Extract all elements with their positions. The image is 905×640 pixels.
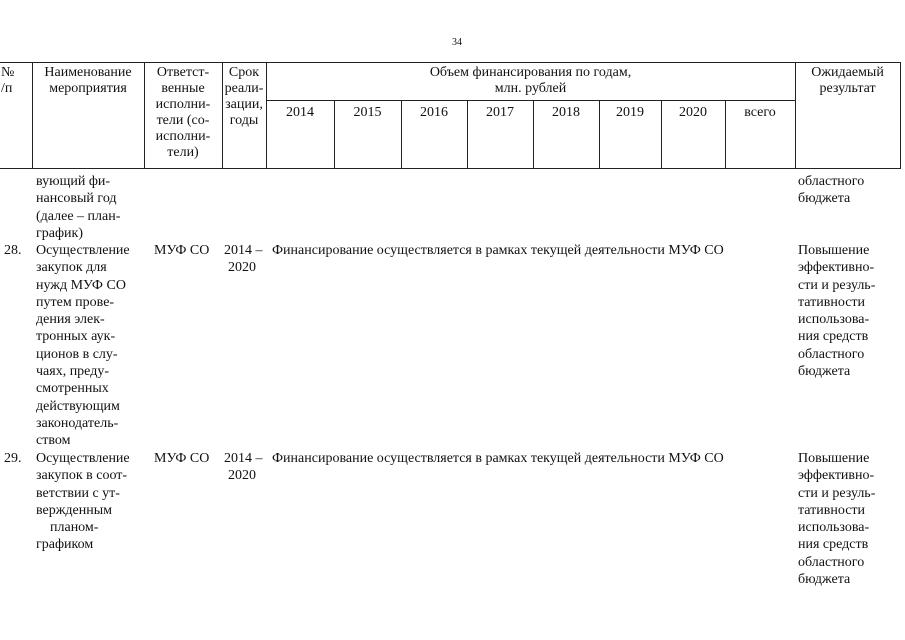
header-number-line: /п xyxy=(1,81,13,96)
result-line: областного xyxy=(798,174,865,189)
result-line: ния средств xyxy=(798,329,869,345)
result-line: бюджета xyxy=(798,191,851,207)
result-line: бюджета xyxy=(798,364,851,380)
result-line: Повышение xyxy=(798,451,870,466)
row-name xyxy=(36,173,142,242)
table-row-29 xyxy=(0,450,900,600)
name-line: действующим xyxy=(36,398,120,414)
table-row-continuation xyxy=(0,173,900,242)
name-line: Осуществление xyxy=(36,451,130,466)
name-line: дения элек- xyxy=(36,312,105,328)
header-funding xyxy=(266,63,795,101)
result-line: бюджета xyxy=(798,572,851,588)
result-line: областного xyxy=(798,554,865,570)
row-result xyxy=(798,242,894,380)
name-line: вержденным xyxy=(36,502,113,518)
result-line: Повышение xyxy=(798,243,870,258)
header-year-2014: 2014 xyxy=(266,101,334,169)
name-line: ционов в слу- xyxy=(36,346,118,362)
header-year-2020: 2020 xyxy=(661,101,725,169)
name-line-text: вующий фи- xyxy=(36,174,111,189)
name-line: ством xyxy=(36,433,71,449)
row-term xyxy=(224,450,268,485)
header-name-line: Наименование xyxy=(44,65,132,80)
header-term-line: реали- xyxy=(224,81,264,96)
page-number: 34 xyxy=(452,37,462,48)
header-responsible-line: Ответст- xyxy=(156,65,210,80)
name-line: планом- xyxy=(50,520,99,536)
header-result-line: результат xyxy=(819,81,876,96)
row-name xyxy=(36,242,142,450)
header-name-line: мероприятия xyxy=(49,81,127,96)
header-term-line: годы xyxy=(229,113,259,128)
result-line: тативности xyxy=(798,294,866,310)
header-number-line: № xyxy=(1,65,15,80)
row-financing: Финансирование осуществляется в рамках текущей деятельности МУФ СО xyxy=(272,451,724,466)
name-line: чаях, преду- xyxy=(36,364,110,380)
name-line: закупок в соот- xyxy=(36,468,128,484)
term-line: 2014 – xyxy=(224,243,263,258)
header-responsible xyxy=(144,63,222,169)
header-responsible-line: тели (со- xyxy=(156,113,210,128)
header-term xyxy=(222,63,266,169)
row-result xyxy=(798,173,894,208)
row-responsible: МУФ СО xyxy=(154,451,210,466)
table-body xyxy=(0,173,900,600)
term-line: 2014 – xyxy=(224,451,263,466)
header-responsible-line: венные xyxy=(161,81,205,96)
term-line: 2020 xyxy=(228,260,256,276)
header-term-line: зации, xyxy=(225,97,263,112)
name-line: тронных аук- xyxy=(36,329,116,345)
row-financing: Финансирование осуществляется в рамках текущей деятельности МУФ СО xyxy=(272,243,724,258)
header-term-line: Срок xyxy=(228,65,260,80)
table-row-28 xyxy=(0,242,900,450)
name-line: (далее – план- xyxy=(36,208,121,224)
name-line: закупок для xyxy=(36,260,107,276)
name-line: нужд МУФ СО xyxy=(36,277,126,293)
name-line: смотренных xyxy=(36,381,109,397)
row-number: 28. xyxy=(4,243,22,258)
header-year-total: всего xyxy=(725,101,795,169)
result-line: использова- xyxy=(798,312,870,328)
result-line: ния средств xyxy=(798,537,869,553)
term-line: 2020 xyxy=(228,468,256,484)
name-line: нансовый год xyxy=(36,191,117,207)
row-responsible: МУФ СО xyxy=(154,243,210,258)
row-term xyxy=(224,242,268,277)
result-line: эффективно- xyxy=(798,468,875,484)
header-year-2018: 2018 xyxy=(533,101,599,169)
header-responsible-line: тели) xyxy=(167,145,199,160)
result-line: областного xyxy=(798,346,865,362)
header-year-2017: 2017 xyxy=(467,101,533,169)
header-year-2019: 2019 xyxy=(599,101,661,169)
header-year-2016: 2016 xyxy=(401,101,467,169)
result-line: сти и резуль- xyxy=(798,485,876,501)
name-line: путем прове- xyxy=(36,294,115,310)
header-name xyxy=(32,63,144,169)
header-funding-line: Объем финансирования по годам, xyxy=(429,65,632,80)
result-line: эффективно- xyxy=(798,260,875,276)
row-name xyxy=(36,450,142,554)
name-line: Осуществление xyxy=(36,243,130,258)
row-result xyxy=(798,450,894,588)
header-responsible-line: исполни- xyxy=(155,129,211,144)
header-responsible-line: исполни- xyxy=(155,97,211,112)
result-line: сти и резуль- xyxy=(798,277,876,293)
header-result xyxy=(795,63,900,169)
header-number xyxy=(0,63,32,169)
header-funding-line: млн. рублей xyxy=(494,81,567,96)
name-line: графиком xyxy=(36,537,94,553)
result-line: использова- xyxy=(798,520,870,536)
name-line: ветствии с ут- xyxy=(36,485,120,501)
name-line: график) xyxy=(36,225,83,241)
header-year-2015: 2015 xyxy=(334,101,401,169)
result-line: тативности xyxy=(798,502,866,518)
header-result-line: Ожидаемый xyxy=(811,65,884,80)
table-header xyxy=(0,62,901,169)
name-line xyxy=(36,173,142,190)
name-line: законодатель- xyxy=(36,415,119,431)
row-number: 29. xyxy=(4,451,22,466)
